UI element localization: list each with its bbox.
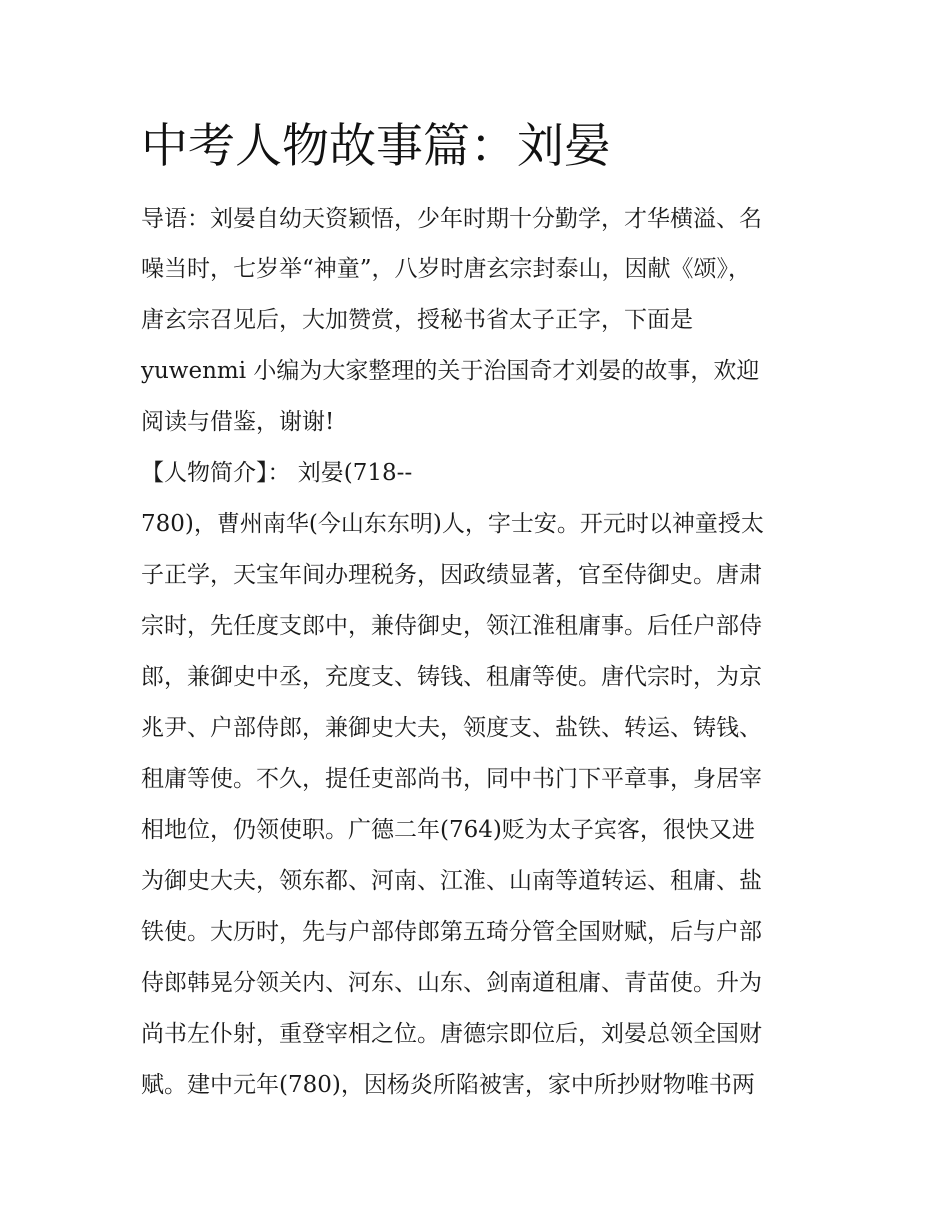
body-line: 阅读与借鉴，谢谢! bbox=[141, 409, 335, 435]
body-line: 赋。建中元年(780)，因杨炎所陷被害，家中所抄财物唯书两 bbox=[141, 1072, 755, 1098]
document-title: 中考人物故事篇：刘晏 bbox=[141, 119, 611, 174]
body-line: 噪当时，七岁举“神童”，八岁时唐玄宗封泰山，因献《颂》， bbox=[141, 256, 752, 282]
body-line: 宗时，先任度支郎中，兼侍御史，领江淮租庸事。后任户部侍 bbox=[141, 613, 762, 639]
body-line: 铁使。大历时，先与户部侍郎第五琦分管全国财赋，后与户部 bbox=[141, 919, 762, 945]
body-line: 子正学，天宝年间办理税务，因政绩显著，官至侍御史。唐肃 bbox=[141, 562, 762, 588]
body-line: 相地位，仍领使职。广德二年(764)贬为太子宾客，很快又进 bbox=[141, 817, 755, 843]
body-line: 唐玄宗召见后，大加赞赏，授秘书省太子正字，下面是 bbox=[141, 307, 693, 333]
body-line: yuwenmi 小编为大家整理的关于治国奇才刘晏的故事，欢迎 bbox=[141, 358, 760, 384]
body-line: 兆尹、户部侍郎，兼御史大夫，领度支、盐铁、转运、铸钱、 bbox=[141, 715, 762, 741]
body-line: 侍郎韩晃分领关内、河东、山东、剑南道租庸、青苗使。升为 bbox=[141, 970, 762, 996]
body-line: 导语：刘晏自幼天资颖悟，少年时期十分勤学，才华横溢、名 bbox=[141, 206, 762, 232]
section-heading-line: 【人物简介】： 刘晏(718-- bbox=[141, 460, 413, 486]
body-line: 780)，曹州南华(今山东东明)人，字士安。开元时以神童授太 bbox=[141, 511, 764, 537]
body-line: 为御史大夫，领东都、河南、江淮、山南等道转运、租庸、盐 bbox=[141, 868, 762, 894]
body-line: 租庸等使。不久，提任吏部尚书，同中书门下平章事，身居宰 bbox=[141, 766, 762, 792]
body-line: 尚书左仆射，重登宰相之位。唐德宗即位后，刘晏总领全国财 bbox=[141, 1021, 762, 1047]
body-line: 郎，兼御史中丞，充度支、铸钱、租庸等使。唐代宗时，为京 bbox=[141, 664, 762, 690]
